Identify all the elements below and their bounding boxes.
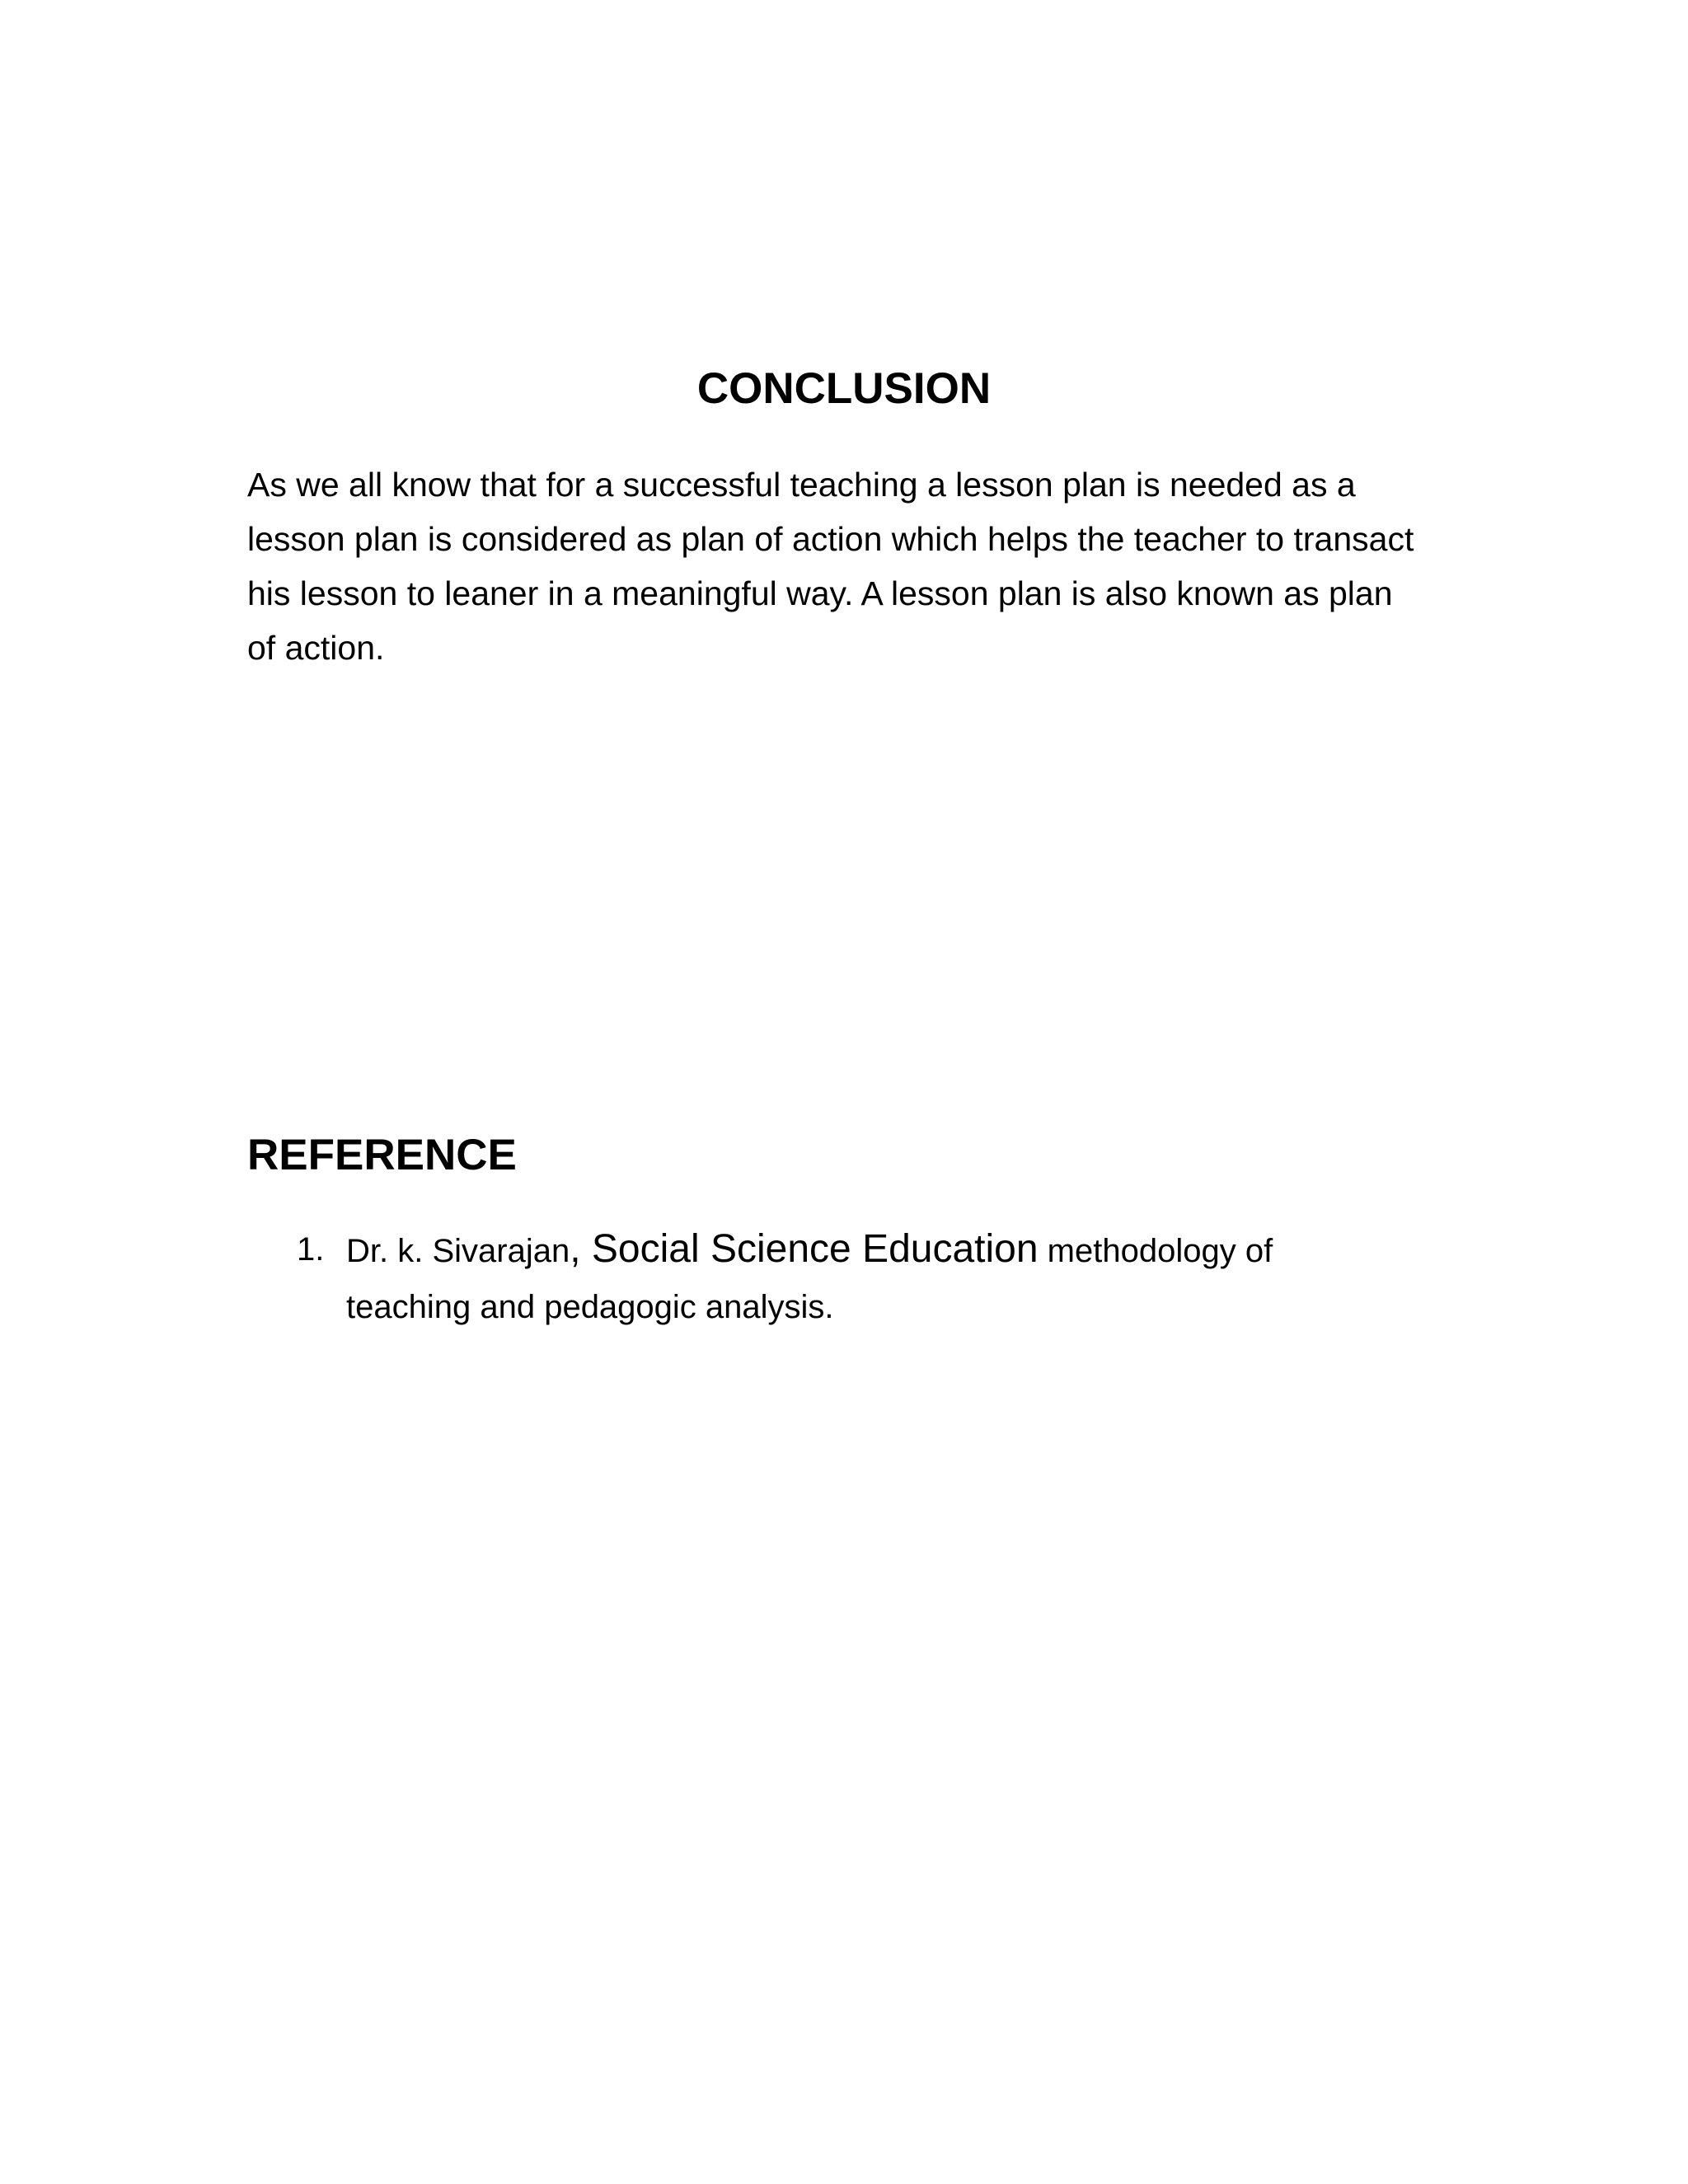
reference-heading: REFERENCE — [247, 1131, 517, 1179]
conclusion-paragraph: As we all know that for a successful teaching a lesson plan is needed as a lesson plan is considered as plan of action which helps the teacher to transact his lesson to leaner in a meaningful way. A lesson plan is also known as plan of action. — [247, 466, 1414, 667]
reference-book-title: Social Science Education — [580, 1227, 1039, 1271]
reference-number: 1. — [297, 1231, 325, 1268]
conclusion-heading: CONCLUSION — [696, 364, 992, 413]
reference-list — [297, 1221, 1368, 1335]
reference-description: methodology of teaching and pedagogic analysis. — [346, 1233, 1273, 1325]
reference-item — [297, 1221, 1368, 1335]
reference-author: Dr. k. Sivarajan — [346, 1233, 570, 1269]
reference-separator: , — [570, 1227, 581, 1271]
